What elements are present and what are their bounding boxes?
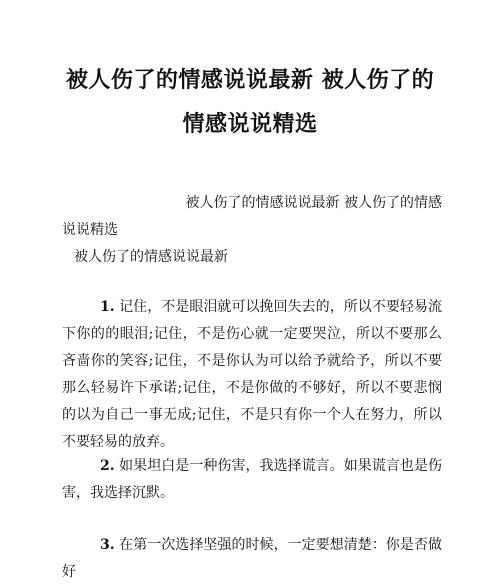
paragraph-1-text: 记住，不是眼泪就可以挽回失去的，所以不要轻易流下你的的眼泪;记住，不是伤心就一定要哭泣，所以不要那么吝啬你的笑容;记住，不是你认为可以给予就给予，所以不要那么轻易许下承诺;记住，不是你做的不够好，所以不要悲悯的以为自己一事无成;记住，不是只有你一个人在努力，所以不要轻易的放弃。 [62,299,443,450]
paragraph-2-text: 如果坦白是一种伤害，我选择谎言。如果谎言也是伤害，我选择沉默。 [62,458,443,501]
title-line-1: 被人伤了的情感说说最新 被人伤了的 [65,67,435,93]
intro-block [62,190,442,271]
paragraph-2-number: 2. [100,458,115,474]
paragraph-3 [62,532,442,586]
paragraph-3-text: 在第一次选择坚强的时候，一定要想清楚：你是否做好 [62,537,443,580]
paragraph-1-number: 1. [100,299,115,315]
intro-line-2: 说说精选 [62,222,118,238]
paragraph-3-number: 3. [100,537,115,553]
paragraph-2 [62,453,442,507]
intro-line-1: 被人伤了的情感说说最新 被人伤了的情感 [185,195,442,211]
paragraph-1 [62,294,442,456]
intro-line-3: 被人伤了的情感说说最新 [74,249,228,265]
document-title [40,58,460,146]
title-line-2: 情感说说精选 [182,111,318,137]
